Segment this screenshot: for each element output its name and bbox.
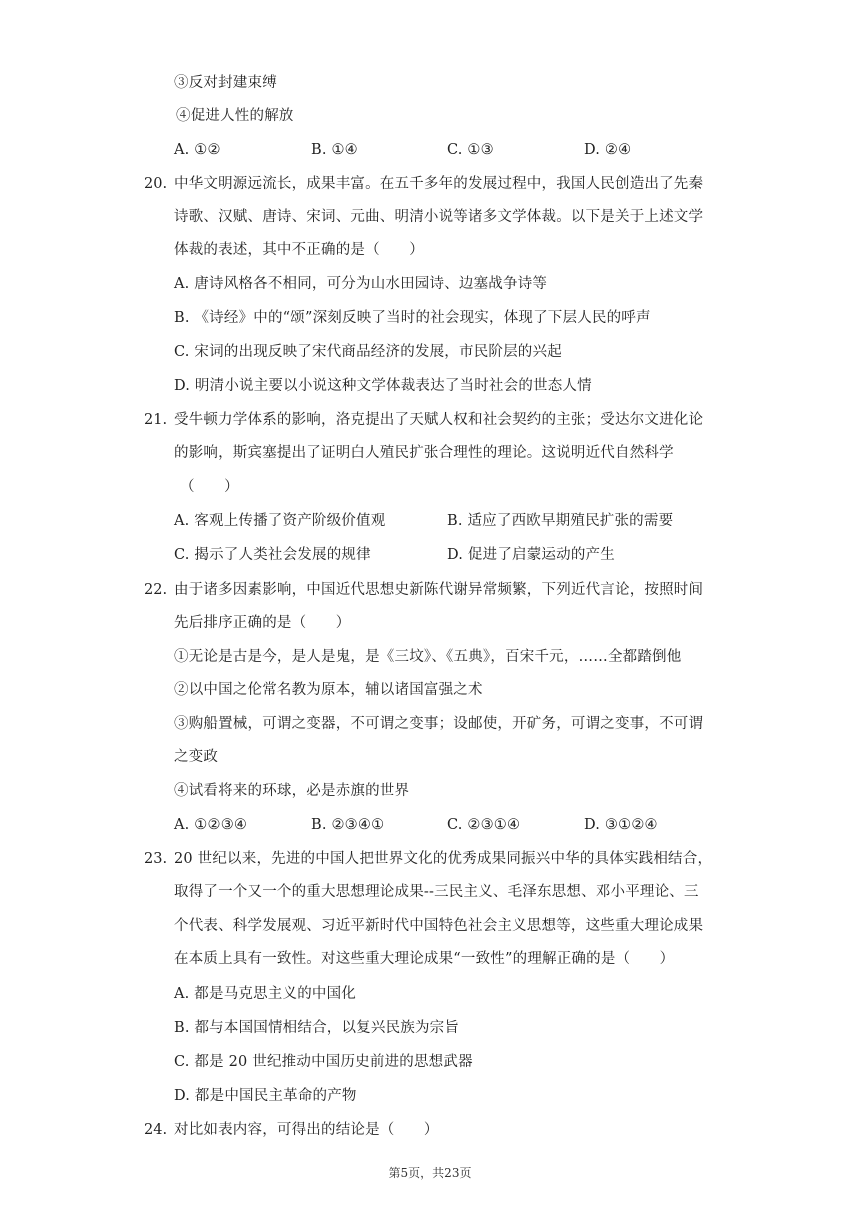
option-b: B. 适应了西欧早期殖民扩张的需要 <box>447 513 674 529</box>
statement-2: ②以中国之伦常名教为原本，辅以诸国富强之术 <box>174 682 483 698</box>
option-a: A. 都是马克思主义的中国化 <box>174 986 356 1002</box>
question-text-line: 诗歌、汉赋、唐诗、宋词、元曲、明清小说等诸多文学体裁。以下是关于上述文学 <box>174 209 704 225</box>
option-a: A. ①② <box>174 142 221 158</box>
statement-3: ③反对封建束缚 <box>174 75 277 91</box>
statement-3: ③购船置械，可谓之变器，不可谓之变事；设邮使，开矿务，可谓之变事，不可谓 <box>174 716 704 732</box>
option-d: D. ②④ <box>584 142 632 158</box>
question-text-line: 取得了一个又一个的重大思想理论成果--三民主义、毛泽东思想、邓小平理论、三 <box>174 884 699 900</box>
option-d: D. ③①②④ <box>584 817 658 833</box>
option-a: A. ①②③④ <box>174 817 248 833</box>
question-text-line: 的影响，斯宾塞提出了证明白人殖民扩张合理性的理论。这说明近代自然科学 <box>174 445 674 461</box>
option-d: D. 都是中国民主革命的产物 <box>174 1088 357 1104</box>
option-d: D. 促进了启蒙运动的产生 <box>447 547 615 563</box>
question-number: 20. <box>144 176 168 192</box>
option-b: B. 都与本国国情相结合，以复兴民族为宗旨 <box>174 1020 460 1036</box>
question-number: 24. <box>144 1122 168 1138</box>
option-b: B. 《诗经》中的“颂”深刻反映了当时的社会现实，体现了下层人民的呼声 <box>174 310 651 326</box>
statement-1: ①无论是古是今，是人是鬼，是《三坟》、《五典》，百宋千元，……全都踏倒他 <box>174 649 682 665</box>
option-c: C. 宋词的出现反映了宋代商品经济的发展，市民阶层的兴起 <box>174 344 562 360</box>
question-text-line: 体裁的表述，其中不正确的是（ ） <box>174 242 424 258</box>
option-b: B. ①④ <box>311 142 358 158</box>
question-number: 23. <box>144 851 168 867</box>
question-text-line: 在本质上具有一致性。对这些重大理论成果“一致性”的理解正确的是（ ） <box>174 951 675 967</box>
question-number: 21. <box>144 412 168 428</box>
question-text-line: 先后排序正确的是（ ） <box>174 615 351 631</box>
statement-4: ④促进人性的解放 <box>176 108 294 124</box>
option-c: C. 都是 20 世纪推动中国历史前进的思想武器 <box>174 1054 473 1070</box>
option-c: C. 揭示了人类社会发展的规律 <box>174 547 371 563</box>
question-text-line: 中华文明源远流长，成果丰富。在五千多年的发展过程中，我国人民创造出了先秦 <box>174 176 704 192</box>
question-text-line: 对比如表内容，可得出的结论是（ ） <box>174 1122 439 1138</box>
option-a: A. 客观上传播了资产阶级价值观 <box>174 513 386 529</box>
statement-4: ④试看将来的环球，必是赤旗的世界 <box>174 783 410 799</box>
option-b: B. ②③④① <box>311 817 385 833</box>
statement-3-cont: 之变政 <box>174 749 219 765</box>
option-a: A. 唐诗风格各不相同，可分为山水田园诗、边塞战争诗等 <box>174 276 548 292</box>
option-c: C. ②③①④ <box>447 817 521 833</box>
question-text-line: （ ） <box>180 479 239 495</box>
option-c: C. ①③ <box>447 142 494 158</box>
page-footer: 第5页，共23页 <box>388 1166 472 1180</box>
question-text-line: 受牛顿力学体系的影响，洛克提出了天赋人权和社会契约的主张；受达尔文进化论 <box>174 412 704 428</box>
question-number: 22. <box>144 582 168 598</box>
question-text-line: 20 世纪以来，先进的中国人把世界文化的优秀成果同振兴中华的具体实践相结合， <box>174 851 713 867</box>
question-text-line: 个代表、科学发展观、习近平新时代中国特色社会主义思想等，这些重大理论成果 <box>174 918 704 934</box>
option-d: D. 明清小说主要以小说这种文学体裁表达了当时社会的世态人情 <box>174 378 592 394</box>
question-text-line: 由于诸多因素影响，中国近代思想史新陈代谢异常频繁，下列近代言论，按照时间 <box>174 582 704 598</box>
